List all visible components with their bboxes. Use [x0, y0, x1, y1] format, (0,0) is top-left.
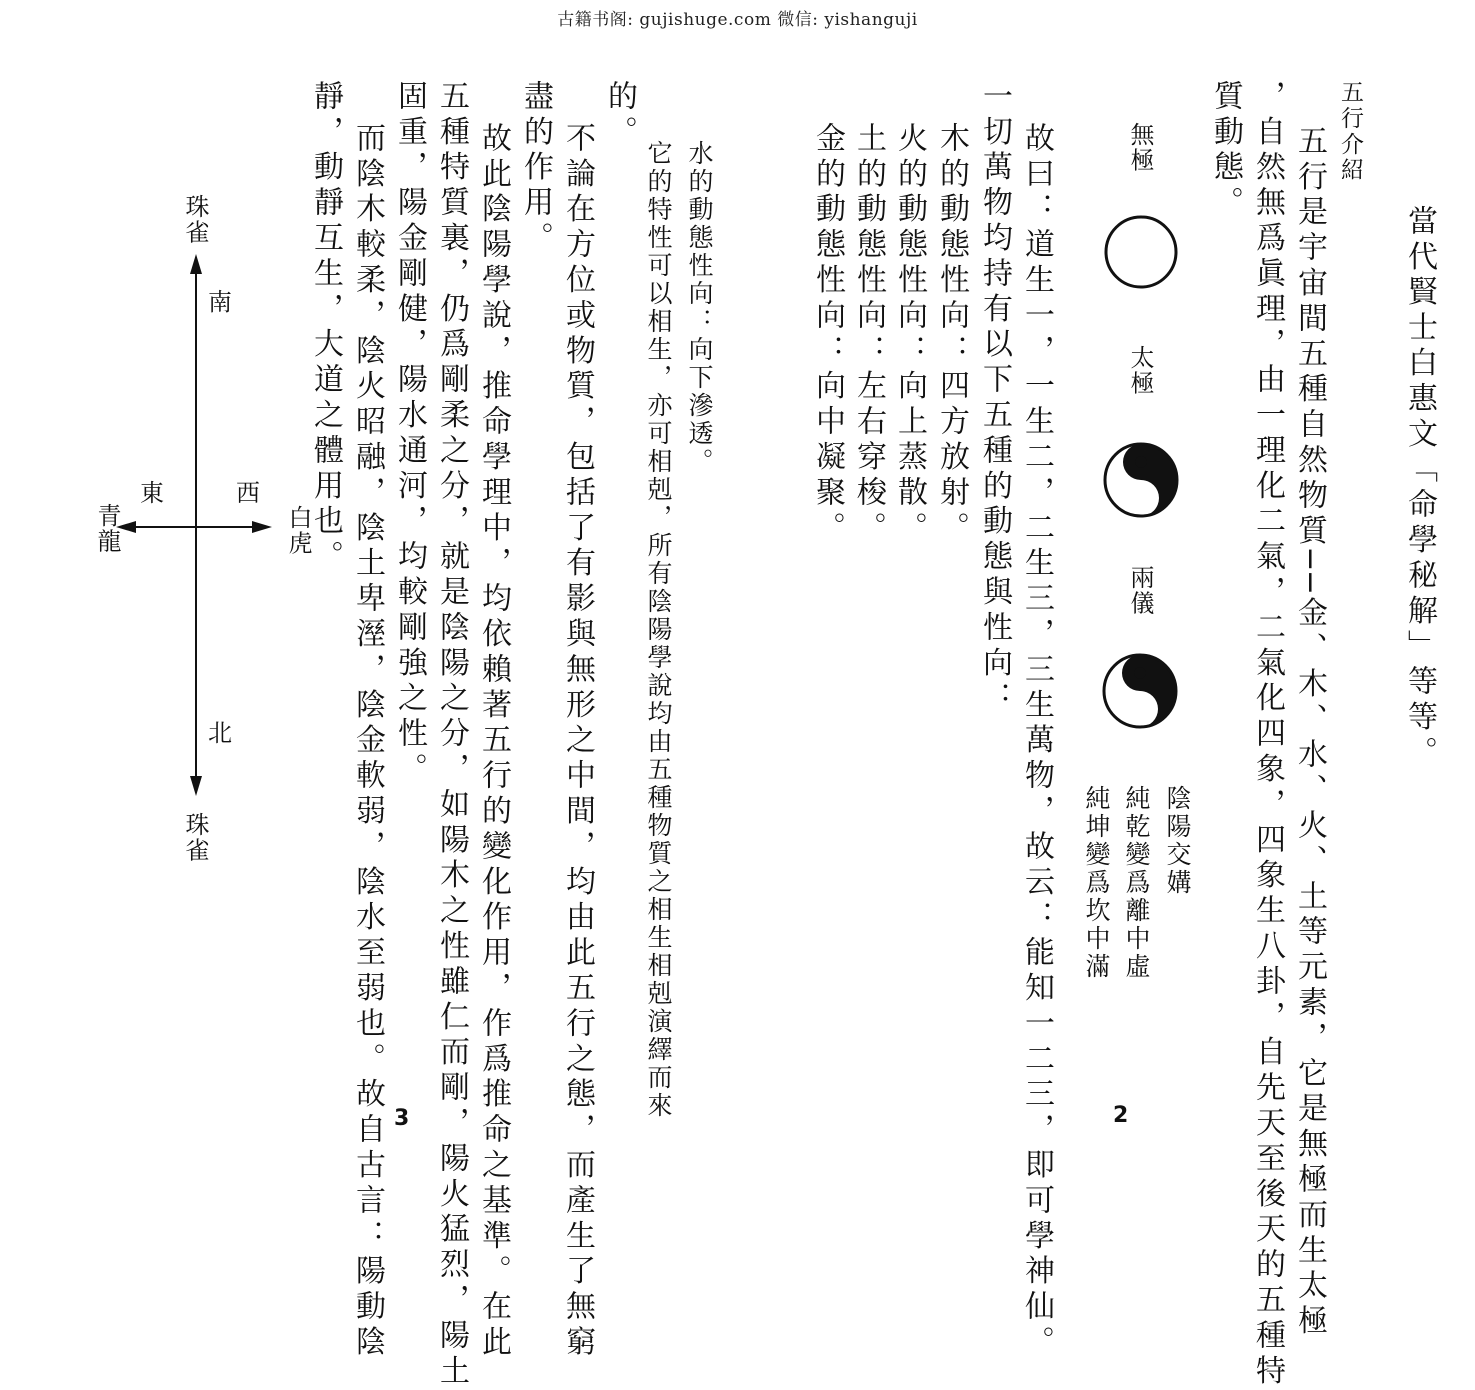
- text-line-4: 不論在方位或物質，包括了有影與無形之中間，均由此五行之態，而產生了無窮: [560, 122, 595, 1361]
- compass-west: 西: [236, 479, 260, 507]
- text-line-5: 盡的作用。: [518, 80, 553, 257]
- quote-line-2: 一切萬物均持有以下五種的動態與性向：: [977, 80, 1012, 718]
- text-line-7: 五種特質裏，仍爲剛柔之分，就是陰陽之分，如陽木之性雖仁而剛，陽火猛烈，陽土: [434, 80, 469, 1390]
- wuji-label: 無極: [1126, 122, 1154, 173]
- compass-north: 北: [208, 719, 232, 747]
- quote-line-1: 故曰：道生一，一生二，二生三，三生萬物，故云：能知一二三，即可學神仙。: [1019, 122, 1054, 1361]
- element-line-fire: 火的動態性向：向上蒸散。: [892, 122, 927, 547]
- intro-line-3: 質動態。: [1208, 80, 1243, 222]
- compass-cross: [110, 240, 390, 863]
- section-title: 五行介紹: [1337, 80, 1363, 184]
- element-line-wood: 木的動態性向：四方放射。: [934, 122, 969, 547]
- compass-bottom-label: 珠雀: [181, 812, 209, 863]
- taiji-yin-yang-icon: [1101, 440, 1181, 520]
- intro-line-2: ，自然無爲眞理，由一理化二氣，二氣化四象，四象生八卦，自先天至後天的五種特: [1250, 80, 1285, 1390]
- compass-right-label: 白虎: [284, 505, 312, 556]
- text-line-1: 的。: [602, 80, 637, 151]
- diagram-note-2: 純乾變爲離中虛: [1122, 785, 1151, 981]
- text-line-3: 它的特性可以相生，亦可相剋，所有陰陽學說均由五種物質之相生相剋演繹而來: [644, 140, 673, 1120]
- text-line-2: 水的動態性向：向下滲透。: [685, 140, 714, 476]
- liangyi-label: 兩儀: [1126, 565, 1154, 616]
- compass-top-label: 珠雀: [181, 194, 209, 245]
- element-line-metal: 金的動態性向：向中凝聚。: [810, 122, 845, 547]
- text-line-9: 而陰木較柔，陰火昭融，陰土卑溼，陰金軟弱，陰水至弱也。故自古言：陽動陰: [350, 122, 385, 1361]
- element-line-earth: 土的動態性向：左右穿梭。: [851, 122, 886, 547]
- taiji-label: 太極: [1126, 345, 1154, 396]
- compass-left-label: 青龍: [93, 503, 121, 554]
- compass-east: 東: [140, 479, 164, 507]
- watermark: 古籍书阁: gujishuge.com 微信: yishanguji: [557, 10, 918, 30]
- compass-south: 南: [208, 288, 232, 316]
- intro-line-1: 五行是宇宙間五種自然物質──金、木、水、火、土等元素，它是無極而生太極: [1292, 125, 1327, 1341]
- page-number-right: 2: [1113, 1103, 1129, 1128]
- text-line-8: 固重，陽金剛健，陽水通河，均較剛強之性。: [392, 80, 427, 788]
- diagram-note-3: 純坤變爲坎中滿: [1082, 785, 1111, 981]
- wuji-circle-icon: [1101, 212, 1181, 292]
- text-line-10: 靜，動靜互生，大道之體用也。: [308, 80, 343, 576]
- page-number-left: 3: [394, 1106, 410, 1131]
- diagram-note-1: 陰陽交媾: [1163, 785, 1192, 897]
- header-line: 當代賢士白惠文「命學秘解」等等。: [1402, 205, 1437, 772]
- text-line-6: 故此陰陽學說，推命學理中，均依賴著五行的變化作用，作爲推命之基準。在此: [476, 122, 511, 1361]
- liangyi-yin-yang-icon: [1100, 651, 1180, 731]
